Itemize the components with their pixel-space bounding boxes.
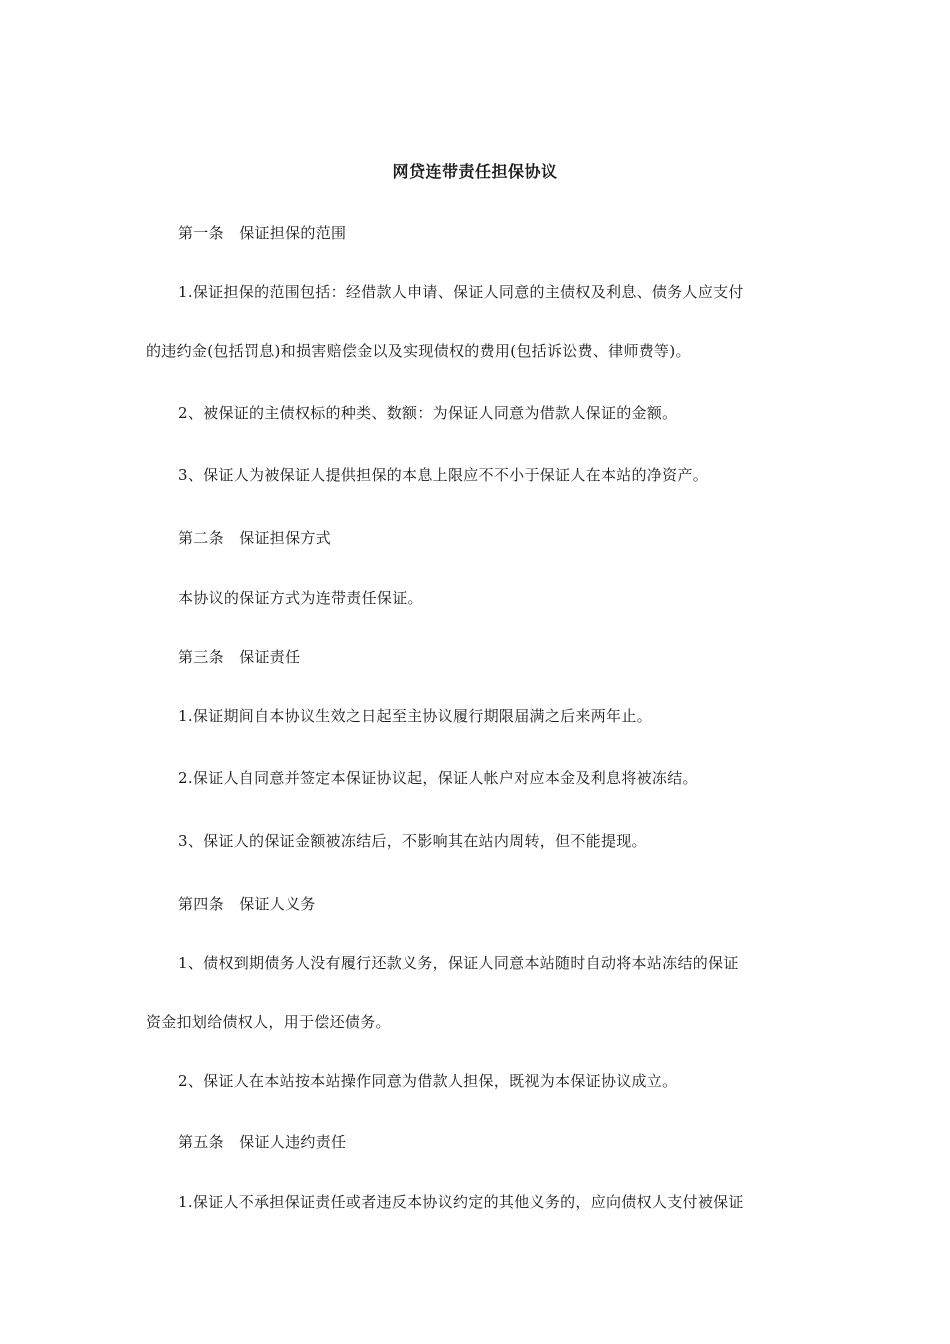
paragraph-line: 的违约金(包括罚息)和损害赔偿金以及实现债权的费用(包括诉讼费、律师费等)。 [146, 342, 691, 360]
article-2-heading: 第二条 保证担保方式 [178, 529, 332, 547]
paragraph-line: 2、被保证的主债权标的种类、数额：为保证人同意为借款人保证的金额。 [178, 404, 678, 422]
paragraph-line: 资金扣划给债权人，用于偿还债务。 [146, 1013, 391, 1031]
paragraph-line: 本协议的保证方式为连带责任保证。 [178, 589, 423, 607]
article-1-heading: 第一条 保证担保的范围 [178, 224, 347, 242]
paragraph-line: 3、保证人的保证金额被冻结后，不影响其在站内周转，但不能提现。 [178, 832, 647, 850]
article-5-heading: 第五条 保证人违约责任 [178, 1133, 347, 1151]
paragraph-line: 1、债权到期债务人没有履行还款义务，保证人同意本站随时自动将本站冻结的保证 [178, 954, 739, 972]
paragraph-line: 2、保证人在本站按本站操作同意为借款人担保，既视为本保证协议成立。 [178, 1072, 678, 1090]
paragraph-line: 1.保证人不承担保证责任或者违反本协议约定的其他义务的，应向债权人支付被保证 [178, 1193, 744, 1211]
article-3-heading: 第三条 保证责任 [178, 648, 301, 666]
paragraph-line: 2.保证人自同意并签定本保证协议起，保证人帐户对应本金及利息将被冻结。 [178, 769, 698, 787]
article-4-heading: 第四条 保证人义务 [178, 895, 316, 913]
document-title: 网贷连带责任担保协议 [392, 162, 558, 181]
paragraph-line: 1.保证期间自本协议生效之日起至主协议履行期限届满之后来两年止。 [178, 707, 652, 725]
paragraph-line: 1.保证担保的范围包括：经借款人申请、保证人同意的主债权及利息、债务人应支付 [178, 283, 744, 301]
paragraph-line: 3、保证人为被保证人提供担保的本息上限应不不小于保证人在本站的净资产。 [178, 466, 709, 484]
